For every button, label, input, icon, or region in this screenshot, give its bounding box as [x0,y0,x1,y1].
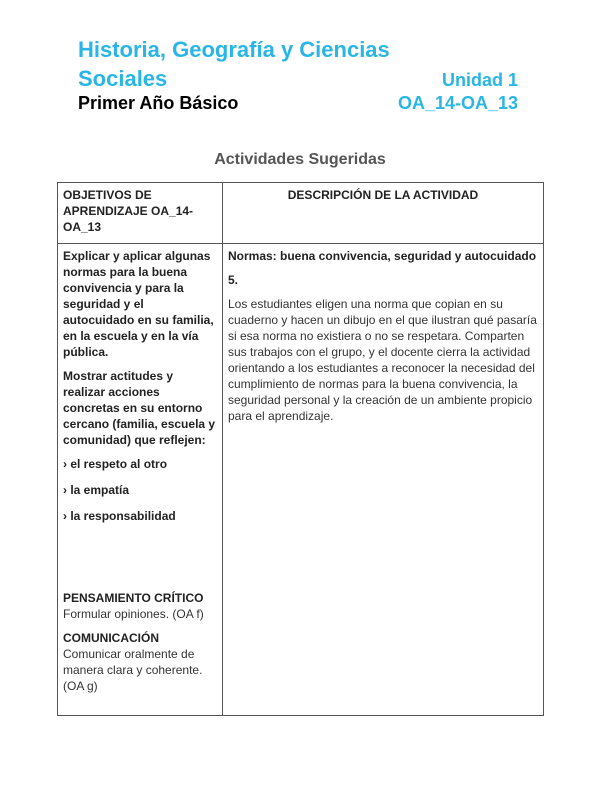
activity-title: Normas: buena convivencia, seguridad y autocuidado [228,249,537,263]
activity-description-cell [223,244,544,716]
objective-paragraph-1: Explicar y aplicar algunas normas para la buena convivencia y para la seguridad y el autocuidado en su familia, en la escuela y en la vía pública. [63,249,214,359]
skill-communication-text: Comunicar oralmente de manera clara y coherente. (OA g) [63,647,203,693]
objectives-column-header: OBJETIVOS DE APRENDIZAJE OA_14-OA_13 [58,183,223,244]
skill-communication-title: COMUNICACIÓN [63,631,159,645]
skill-critical-thinking-text: Formular opiniones. (OA f) [63,607,204,621]
grade-label: Primer Año Básico [78,93,239,113]
table-row [58,244,544,716]
objectives-cell [58,244,223,716]
objective-bullet-respect: › el respeto al otro [63,457,168,471]
subject-title-line-2: Sociales [78,66,168,91]
objective-paragraph-2: Mostrar actitudes y realizar acciones concretas en su entorno cercano (familia, escuela y comunidad) que reflejen: [63,369,216,447]
objective-code-label: OA_14-OA_13 [397,93,518,113]
table-header-row [58,183,544,244]
section-heading: Actividades Sugeridas [214,151,386,168]
skill-critical-thinking-title: PENSAMIENTO CRÍTICO [63,591,204,605]
description-column-header: DESCRIPCIÓN DE LA ACTIVIDAD [223,183,544,244]
unit-label: Unidad 1 [441,70,518,90]
activity-text: Los estudiantes eligen una norma que copian en su cuaderno y hacen un dibujo en el que ilustran qué pasaría si esa norma no existiera o no se respetara. Comparten sus trabajos con el grupo, y el docente cierra la actividad orientando a los estudiantes a reconocer la necesidad del cumplimiento de normas para la buena convivencia, la seguridad personal y la creación de un ambiente propicio para el aprendizaje. [228,297,537,423]
activities-table [57,182,544,716]
objectives-spacer [63,534,217,590]
activity-number: 5. [228,273,239,287]
objective-bullet-empathy: › la empatía [63,483,130,497]
subject-title-line-1: Historia, Geografía y Ciencias [78,37,390,62]
objective-bullet-responsibility: › la responsabilidad [63,509,176,523]
